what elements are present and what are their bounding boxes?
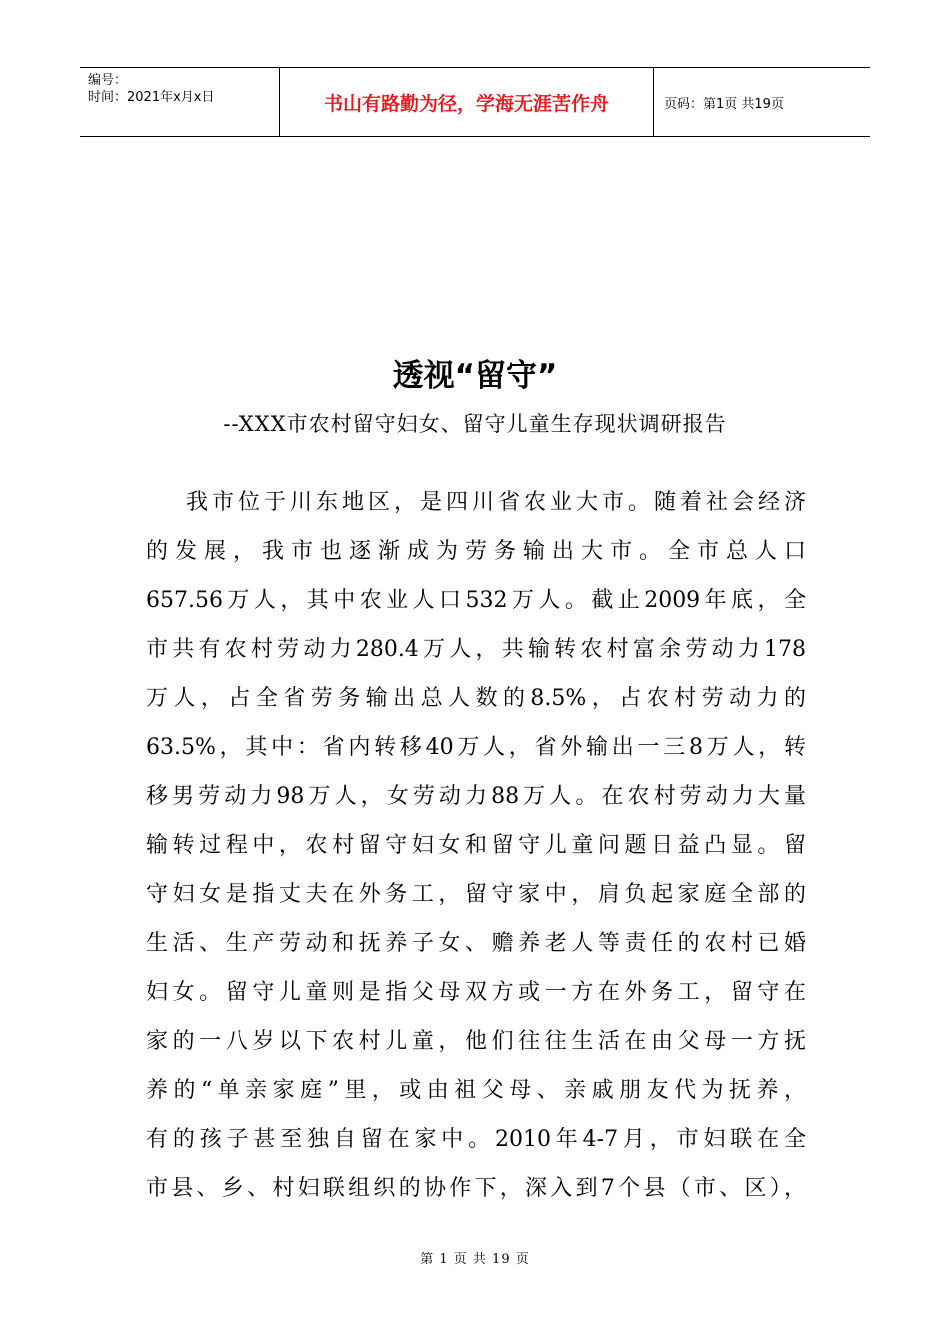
paragraph-line: 的发展，我市也逐渐成为劳务输出大市。全市总人口 <box>146 539 806 564</box>
paragraph-line: 守妇女是指丈夫在外务工，留守家中，肩负起家庭全部的 <box>146 882 806 907</box>
document-subtitle: --XXX市农村留守妇女、留守儿童生存现状调研报告 <box>223 412 727 436</box>
document-title: 透视“留守” <box>392 358 558 394</box>
paragraph-line: 生活、生产劳动和抚养子女、赡养老人等责任的农村已婚 <box>146 931 806 956</box>
header-motto: 书山有路勤为径，学海无涯苦作舟 <box>280 68 654 136</box>
header-time-label: 时间：2021年x月x日 <box>88 90 215 105</box>
paragraph-line: 输转过程中，农村留守妇女和留守儿童问题日益凸显。留 <box>146 833 806 858</box>
paragraph-line: 移男劳动力98万人，女劳动力88万人。在农村劳动力大量 <box>146 784 806 809</box>
header-number-label: 编号： <box>88 73 128 88</box>
paragraph-line: 63.5%，其中：省内转移40万人，省外输出一三8万人，转 <box>146 735 806 760</box>
paragraph-line: 657.56万人，其中农业人口532万人。截止2009年底，全 <box>146 588 806 613</box>
paragraph-line: 有的孩子甚至独自留在家中。2010年4-7月，市妇联在全 <box>146 1127 806 1152</box>
header-meta <box>80 68 280 136</box>
paragraph-line: 万人，占全省劳务输出总人数的8.5%，占农村劳动力的 <box>146 686 806 711</box>
paragraph-line: 家的一八岁以下农村儿童，他们往往生活在由父母一方抚 <box>146 1029 806 1054</box>
paragraph-line: 我市位于川东地区，是四川省农业大市。随着社会经济 <box>186 490 806 515</box>
paragraph-line: 妇女。留守儿童则是指父母双方或一方在外务工，留守在 <box>146 980 806 1005</box>
header-page-info: 页码：第1页 共19页 <box>664 96 784 112</box>
paragraph-line: 市共有农村劳动力280.4万人，共输转农村富余劳动力178 <box>146 637 806 662</box>
page-footer: 第 1 页 共 19 页 <box>420 1252 530 1267</box>
document-header <box>80 67 870 137</box>
paragraph-line: 市县、乡、村妇联组织的协作下，深入到7个县（市、区）， <box>146 1176 806 1201</box>
body-paragraph <box>146 478 806 1213</box>
paragraph-line: 养的“单亲家庭”里，或由祖父母、亲戚朋友代为抚养， <box>146 1078 806 1103</box>
